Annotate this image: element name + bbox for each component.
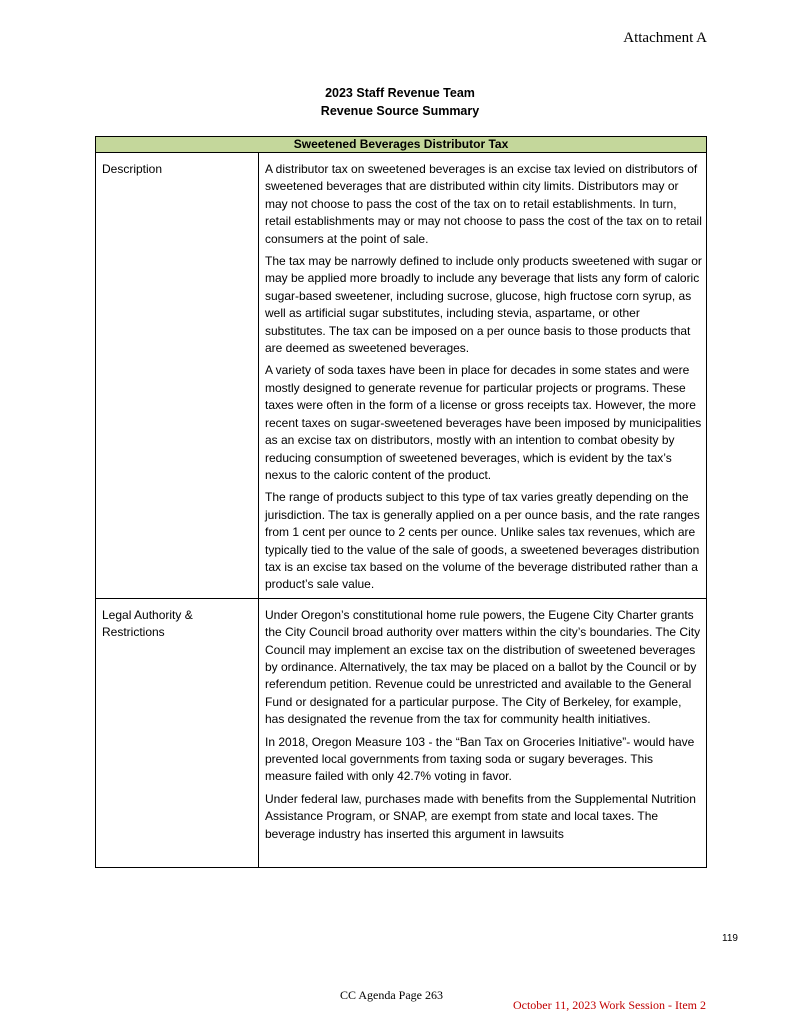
attachment-label: Attachment A: [623, 30, 707, 46]
row-label-legal: Legal Authority & Restrictions: [96, 598, 259, 867]
paragraph: In 2018, Oregon Measure 103 - the “Ban Tax on Groceries Initiative”- would have prevented local governments from taxing soda or sugary beverages. This measure failed with only 42.7% voting in favor.: [265, 734, 695, 784]
paragraph: Under federal law, purchases made with benefits from the Supplemental Nutrition Assistance Program, or SNAP, are exempt from state and local taxes. The beverage industry has inserted this argument in lawsuits: [265, 791, 696, 841]
revenue-summary-table: [95, 136, 707, 868]
agenda-page-label: CC Agenda Page 263: [340, 988, 443, 1002]
paragraph: Under Oregon’s constitutional home rule powers, the Eugene City Charter grants the City Council broad authority over matters within the city’s boundaries. The City Council may implement an excise tax on the distribution of sweetened beverages by ordinance. Alternatively, the tax may be placed on a ballot by the Council or by referendum petition. Revenue could be unrestricted and available to the General Fund or designated for a particular purpose. The City of Berkeley, for example, has designated the revenue from the tax for community health initiatives.: [265, 607, 701, 727]
title-line-1: 2023 Staff Revenue Team: [325, 86, 475, 100]
table-heading: Sweetened Beverages Distributor Tax: [96, 137, 707, 153]
row-content-description: [259, 153, 707, 599]
paragraph: The range of products subject to this type of tax varies greatly depending on the jurisdiction. The tax is generally applied on a per ounce basis, and the rate ranges from 1 cent per ounce to 2 cents per ounce. Unlike sales tax revenues, which are typically tied to the value of the sale of goods, a sweetened beverages distribution tax is an excise tax based on the volume of the beverage distributed rather than a product’s sale value.: [265, 490, 700, 592]
title-line-2: Revenue Source Summary: [320, 104, 480, 118]
row-content-legal: [259, 598, 707, 867]
paragraph: A variety of soda taxes have been in place for decades in some states and were mostly designed to generate revenue for particular projects or programs. These taxes were often in the form of a license or gross receipts tax. However, the more recent taxes on sugar-sweetened beverages have been imposed by municipalities as an excise tax on distributors, mostly with an intention to combat obesity by reducing consumption of sweetened beverages, which is evident by the tax’s nexus to the caloric content of the product.: [265, 363, 702, 482]
table-row: [96, 598, 707, 867]
row-label-description: Description: [96, 153, 259, 599]
paragraph: The tax may be narrowly defined to include only products sweetened with sugar or may be applied more broadly to include any beverage that lists any form of caloric sugar-based sweetener, including sucrose, glucose, high fructose corn syrup, as well as artificial sugar substitutes, including stevia, aspartame, or other substitutes. The tax can be imposed on a per ounce basis to those products that are deemed as sweetened beverages.: [265, 254, 702, 356]
document-title: [0, 84, 800, 120]
work-session-label: October 11, 2023 Work Session - Item 2: [512, 998, 706, 1012]
paragraph: A distributor tax on sweetened beverages is an excise tax levied on distributors of sweetened beverages that are distributed within city limits. Distributors may or may not choose to pass the cost of the tax on to retail establishments. In turn, retail establishments may or may not choose to pass the cost of the tax on to retail consumers at the point of sale.: [265, 162, 702, 246]
table-row: [96, 153, 707, 599]
page-number: 119: [722, 933, 738, 944]
